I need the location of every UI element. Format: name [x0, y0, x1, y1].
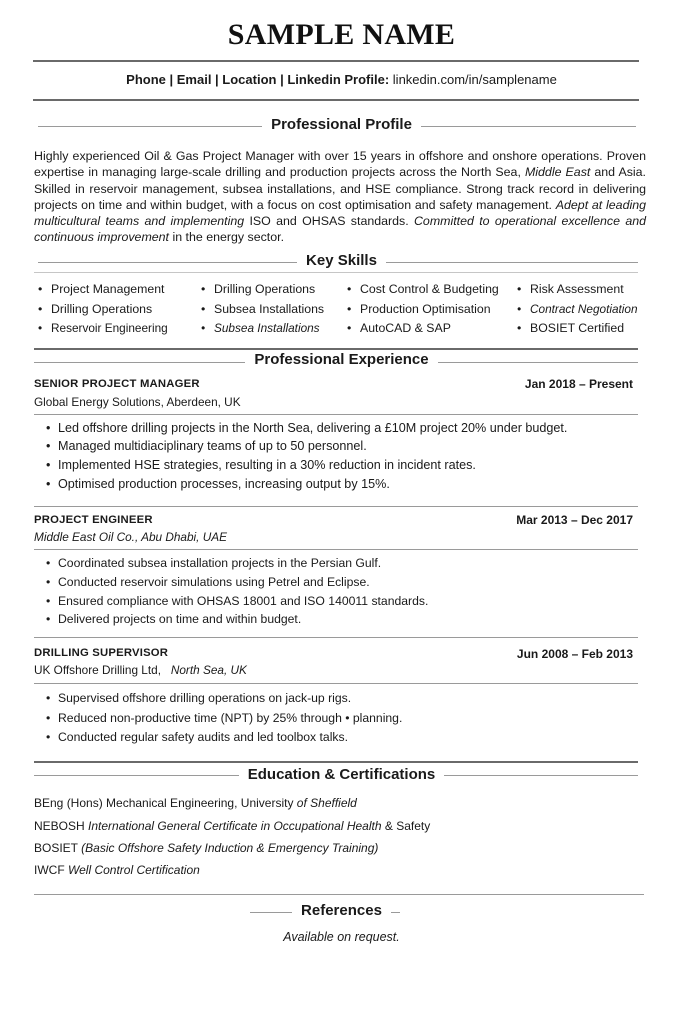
job-bullet: • Implemented HSE strategies, resulting in a 30% reduction in incident rates.	[46, 458, 476, 472]
skill-item: • Contract Negotiation	[517, 302, 638, 316]
profile-text: Committed to operational excellence and continuous improvement	[34, 214, 647, 245]
section-title-references	[0, 902, 683, 919]
job-company: Global Energy Solutions, Aberdeen, UK	[34, 395, 241, 409]
section-title-experience	[0, 351, 683, 368]
job-dates: Jan 2018 – Present	[524, 377, 633, 391]
job-bullet: • Reduced non-productive time (NPT) by 25% through • planning.	[46, 711, 402, 725]
edu-text: (Basic Offshore Safety Induction & Emergency Training)	[81, 841, 379, 855]
profile-text: Middle East	[524, 165, 591, 180]
profile-text: Adept at leading multicultural teams and implementing	[34, 197, 646, 229]
divider	[34, 549, 638, 550]
job-bullet: • Supervised offshore drilling operations on jack-up rigs.	[46, 691, 351, 705]
divider	[34, 506, 638, 507]
job-bullet: • Ensured compliance with OHSAS 18001 and ISO 140011 standards.	[46, 594, 428, 608]
job-bullet: • Optimised production processes, increasing output by 15%.	[46, 477, 390, 491]
profile-text: ISO and OHSAS standards.	[244, 214, 414, 229]
company-location: North Sea, UK	[170, 663, 247, 677]
education-item	[34, 863, 200, 877]
divider	[33, 60, 639, 62]
divider	[34, 683, 638, 684]
skill-item: • BOSIET Certified	[517, 321, 624, 335]
references-text: Available on request.	[283, 930, 400, 944]
job-company: Middle East Oil Co., Abu Dhabi, UAE	[34, 530, 227, 544]
divider	[34, 894, 644, 895]
candidate-name: SAMPLE NAME	[227, 18, 456, 51]
divider	[34, 272, 638, 273]
job-title: DRILLING SUPERVISOR	[34, 647, 169, 659]
skill-item: • Project Management	[38, 282, 164, 296]
skills-heading: Key Skills	[297, 252, 386, 269]
edu-text: IWCF	[34, 863, 68, 877]
linkedin-link[interactable]: linkedin.com/in/samplename	[392, 72, 557, 87]
skill-item: • Drilling Operations	[38, 302, 152, 316]
education-item	[34, 819, 430, 833]
job-company	[34, 663, 247, 677]
company-name: UK Offshore Drilling Ltd,	[34, 663, 161, 677]
divider	[34, 348, 638, 350]
education-item	[34, 841, 378, 855]
profile-text: and Asia. Skilled in reservoir management, subsea installations, and HSE compliance. Strong track record in delivering projects on time and within budget, with a focus on cost optimisation and safety management.	[34, 165, 646, 212]
divider	[34, 414, 638, 415]
profile-text: in the energy sector.	[169, 230, 285, 245]
section-title-profile	[0, 116, 683, 133]
skill-item: • Production Optimisation	[347, 302, 491, 316]
job-bullet: • Coordinated subsea installation projects in the Persian Gulf.	[46, 556, 381, 570]
job-dates: Mar 2013 – Dec 2017	[516, 513, 633, 527]
education-item	[34, 796, 357, 810]
section-title-skills	[0, 252, 683, 269]
section-title-education	[0, 766, 683, 783]
skill-item: • Drilling Operations	[201, 282, 315, 296]
job-bullet: • Managed multidiaciplinary teams of up to 50 personnel.	[46, 439, 367, 453]
job-bullet: • Conducted regular safety audits and led toolbox talks.	[46, 730, 348, 744]
job-title: SENIOR PROJECT MANAGER	[34, 378, 200, 390]
divider	[33, 99, 639, 101]
job-bullet: • Delivered projects on time and within budget.	[46, 612, 301, 626]
edu-text: NEBOSH	[34, 819, 89, 833]
experience-heading: Professional Experience	[245, 351, 437, 368]
edu-text: BOSIET	[34, 841, 82, 855]
edu-text: of Sheffield	[296, 796, 357, 810]
skill-item: • Risk Assessment	[517, 282, 624, 296]
divider	[34, 761, 638, 763]
education-heading: Education & Certifications	[239, 766, 445, 783]
profile-summary	[34, 148, 646, 246]
divider	[34, 637, 638, 638]
job-title: PROJECT ENGINEER	[34, 514, 153, 526]
edu-text: & Safety	[381, 819, 431, 833]
job-bullet: • Led offshore drilling projects in the North Sea, delivering a £10M project 20% under budget.	[46, 421, 567, 435]
references-heading: References	[292, 902, 391, 919]
skill-item: • AutoCAD & SAP	[347, 321, 451, 335]
profile-heading: Professional Profile	[262, 116, 421, 133]
edu-text: Well Control Certification	[68, 863, 200, 877]
skill-item: • Cost Control & Budgeting	[347, 282, 499, 296]
contact-line	[0, 72, 683, 87]
edu-text: International General Certificate in Occupational Health	[88, 819, 382, 833]
skill-item: • Reservoir Engineering	[38, 321, 168, 335]
contact-labels: Phone | Email | Location | Linkedin Profile:	[126, 72, 390, 87]
profile-text: Highly experienced Oil & Gas Project Manager with over 15 years in offshore and onshore operations. Proven expertise in managing large-scale drilling and production projects across the North Sea,	[34, 149, 646, 180]
job-bullet: • Conducted reservoir simulations using Petrel and Eclipse.	[46, 575, 370, 589]
edu-text: BEng (Hons) Mechanical Engineering, University	[34, 796, 297, 810]
skill-item: • Subsea Installations	[201, 302, 324, 316]
job-dates: Jun 2008 – Feb 2013	[516, 647, 633, 661]
skill-item: • Subsea Installations	[201, 321, 320, 335]
